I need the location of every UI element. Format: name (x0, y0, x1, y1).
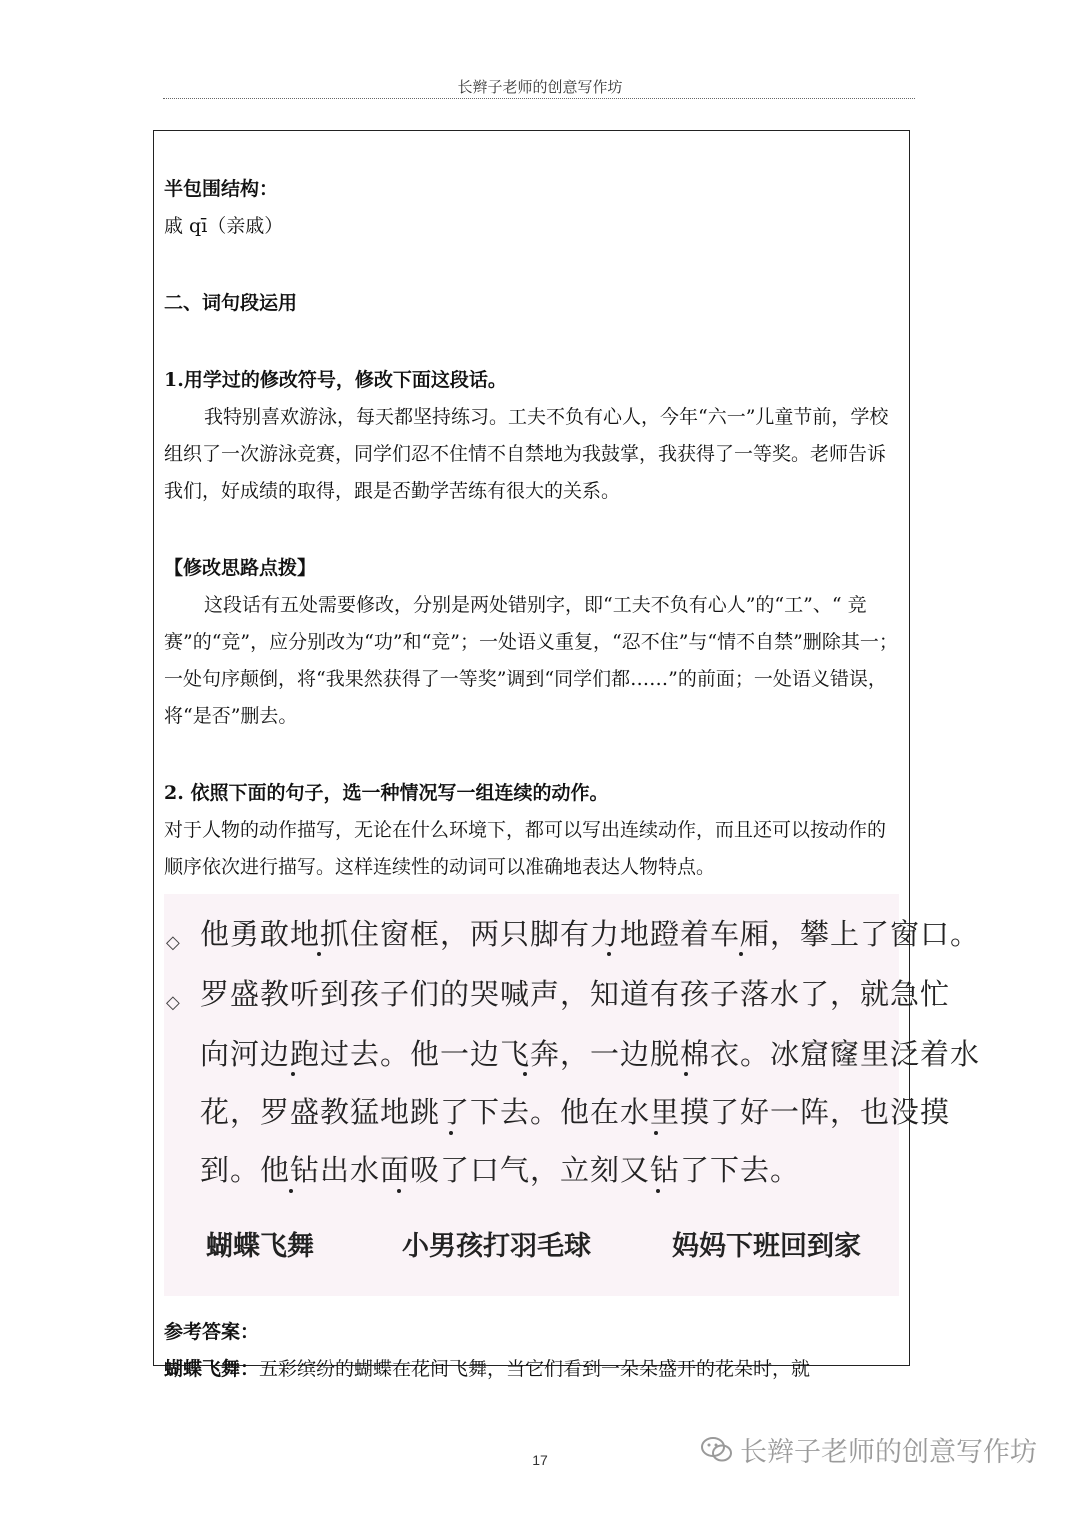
emphasis-dot (449, 1131, 453, 1135)
header-title: 长辫子老师的创意写作坊 (457, 78, 623, 96)
answer-paragraph (164, 1351, 899, 1388)
example-line: 他勇敢地抓住窗框，两只脚有力地蹬着车厢，攀上了窗口。 (200, 917, 981, 951)
emphasis-dot (684, 1072, 688, 1076)
diamond-bullet-icon: ◇ (166, 992, 180, 1013)
hint-title: 【修改思路点拨】 (164, 557, 317, 579)
emphasis-dot (607, 952, 611, 956)
answer-text: 五彩缤纷的蝴蝶在花间飞舞，当它们看到一朵朵盛开的花朵时，就 (259, 1358, 811, 1380)
diamond-bullet-icon: ◇ (166, 932, 180, 953)
page-number: 17 (532, 1452, 548, 1468)
wechat-icon (700, 1435, 734, 1472)
emphasis-dot (291, 1072, 295, 1076)
question-two-title: 2. 依照下面的句子，选一种情况写一组连续的动作。 (164, 782, 609, 804)
emphasis-dot (317, 952, 321, 956)
example-line: 到。他钻出水面吸了口气，立刻又钻了下去。 (200, 1153, 801, 1187)
emphasis-dot (656, 1189, 660, 1193)
example-line: 罗盛教听到孩子们的哭喊声，知道有孩子落水了，就急忙 (200, 977, 951, 1011)
emphasis-dot (523, 1072, 527, 1076)
watermark-text: 长辫子老师的创意写作坊 (740, 1437, 1037, 1468)
emphasis-dot (289, 1189, 293, 1193)
answer-label: 蝴蝶飞舞： (164, 1358, 260, 1380)
example-line: 花，罗盛教猛地跳了下去。他在水里摸了好一阵，也没摸 (200, 1095, 951, 1129)
example-sentences-image (164, 894, 981, 1296)
choice-boy-badminton: 小男孩打羽毛球 (402, 1231, 591, 1262)
content-frame (153, 130, 981, 1380)
hint-paragraph: 这段话有五处需要修改，分别是两处错别字，即“工夫不负有心人”的“工”、“ 竞赛”的“竞”，应分别改为“功”和“竞”；一处语义重复，“忍不住”与“情不自禁”删除其一；一处句序颠倒，将“我果然获得了一等奖”调到“同学们都……”的前面；一处语义错误，将“是否”删去。 (164, 594, 898, 727)
emphasis-dot (739, 952, 743, 956)
question-two-paragraph: 对于人物的动作描写，无论在什么环境下，都可以写出连续动作，而且还可以按动作的顺序依次进行描写。这样连续性的动词可以准确地表达人物特点。 (164, 819, 887, 878)
example-line: 向河边跑过去。他一边飞奔，一边脱棉衣。冰窟窿里泛着水 (200, 1037, 981, 1071)
emphasis-dot (654, 1131, 658, 1135)
section-two-heading: 二、词句段运用 (164, 292, 298, 314)
choice-butterfly: 蝴蝶飞舞 (206, 1231, 314, 1262)
question-one-paragraph: 我特别喜欢游泳，每天都坚持练习。工夫不负有心人，今年“六一”儿童节前，学校组织了一次游泳竞赛，同学们忍不住情不自禁地为我鼓掌，我获得了一等奖。老师告诉我们，好成绩的取得，跟是否勤学苦练有很大的关系。 (164, 406, 889, 502)
question-one-title: 1.用学过的修改符号，修改下面这段话。 (164, 369, 507, 391)
emphasis-dot (397, 1189, 401, 1193)
structure-heading: 半包围结构： (164, 178, 279, 200)
header-divider (163, 98, 915, 99)
watermark (700, 1430, 1060, 1470)
choice-mom-home: 妈妈下班回到家 (672, 1231, 861, 1262)
example-character: 戚 qī（亲戚） (164, 215, 284, 237)
answer-heading: 参考答案： (164, 1321, 260, 1343)
content-body (164, 171, 981, 1388)
